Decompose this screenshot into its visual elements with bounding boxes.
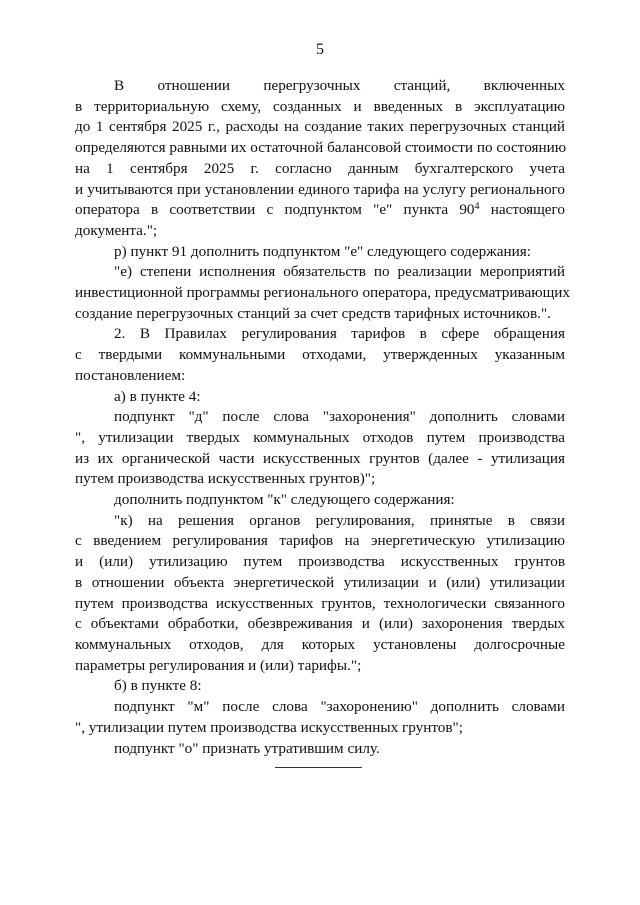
page-number: 5 — [316, 41, 324, 58]
text-line: с твердыми коммунальными отходами, утвержденных указанным — [75, 346, 565, 364]
text-line: дополнить подпунктом "к" следующего содержания: — [114, 491, 455, 509]
text-line: подпункт "д" после слова "захоронения" дополнить словами — [114, 408, 565, 426]
text-line: в отношении объекта энергетической утилизации и (или) утилизации — [75, 573, 565, 591]
text-line-tail: настоящего — [479, 201, 565, 219]
footer-rule — [275, 767, 362, 768]
document-body — [75, 76, 571, 759]
text-line: В отношении перегрузочных станций, включенных — [114, 77, 565, 94]
text-line: р) пункт 91 дополнить подпунктом "е" следующего содержания: — [114, 242, 531, 260]
text-line: документа."; — [75, 221, 158, 239]
text-line: постановлением: — [75, 366, 186, 384]
text-line: подпункт "о" признать утратившим силу. — [114, 739, 380, 757]
text-line: путем производства искусственных грунтов, технологически связанного — [75, 594, 565, 612]
superscript: 4 — [474, 201, 480, 213]
text-line: а) в пункте 4: — [114, 387, 201, 405]
text-line: ", утилизации путем производства искусственных грунтов"; — [75, 718, 463, 736]
text-line: в территориальную схему, созданных и введенных в эксплуатацию — [75, 97, 565, 115]
text-line: подпункт "м" после слова "захоронению" дополнить словами — [114, 698, 565, 716]
text-line: инвестиционной программы регионального оператора, предусматривающих — [75, 284, 571, 302]
text-line-main: оператора в соответствии с подпунктом "е" пункта 90 — [75, 201, 475, 219]
text-line: "к) на решения органов регулирования, принятые в связи — [114, 511, 565, 529]
text-line: б) в пункте 8: — [114, 677, 202, 695]
text-line: с объектами обработки, обезвреживания и (или) захоронения твердых — [75, 615, 565, 633]
text-line: с введением регулирования тарифов на энергетическую утилизацию — [75, 532, 565, 550]
text-line: параметры регулирования и (или) тарифы."; — [75, 656, 362, 674]
text-line: и (или) утилизацию путем производства искусственных грунтов — [75, 553, 565, 571]
text-line — [75, 200, 565, 221]
text-line: создание перегрузочных станций за счет средств тарифных источников.". — [75, 304, 551, 322]
text-line: 2. В Правилах регулирования тарифов в сфере обращения — [114, 325, 565, 343]
text-line: коммунальных отходов, для которых установлены долгосрочные — [75, 635, 565, 653]
text-line: путем производства искусственных грунтов)"; — [75, 470, 376, 488]
text-line: определяются равными их остаточной балансовой стоимости по состоянию — [75, 139, 567, 157]
text-line: из их органической части искусственных грунтов (далее - утилизация — [75, 449, 565, 467]
text-line: и учитываются при установлении единого тарифа на услугу регионального — [75, 180, 565, 198]
text-line: на 1 сентября 2025 г. согласно данным бухгалтерского учета — [75, 159, 565, 177]
text-line: ", утилизации твердых коммунальных отходов путем производства — [75, 428, 565, 446]
text-line: до 1 сентября 2025 г., расходы на создание таких перегрузочных станций — [75, 118, 565, 136]
text-line: "е) степени исполнения обязательств по реализации мероприятий — [114, 263, 565, 281]
